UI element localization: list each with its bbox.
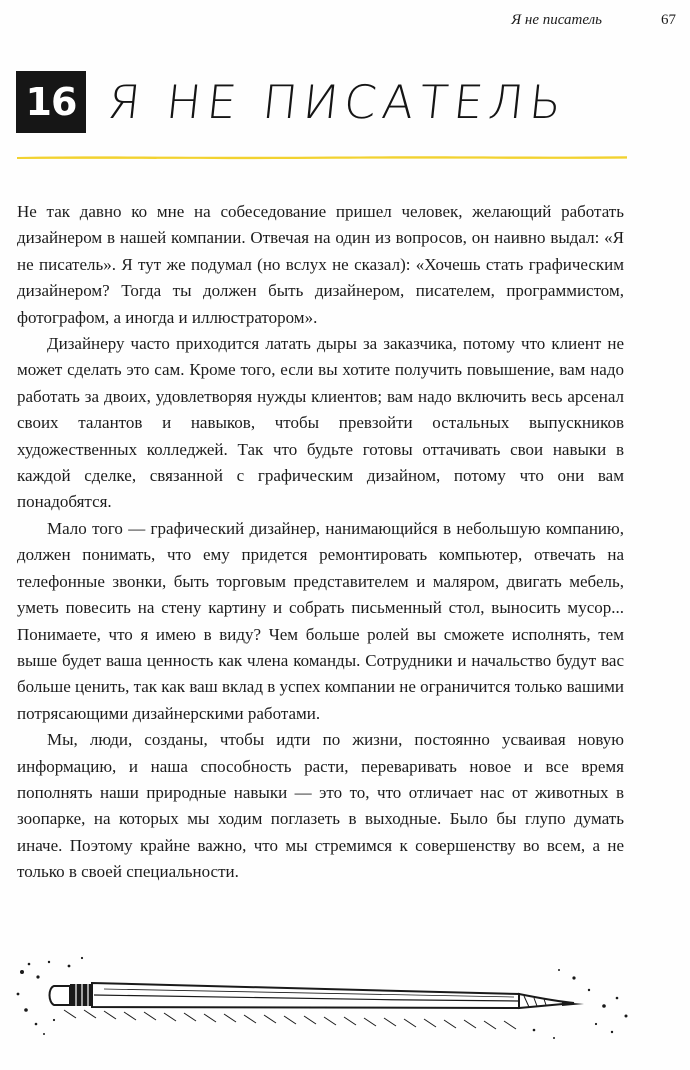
chapter-title: Я НЕ ПИСАТЕЛЬ — [105, 75, 570, 129]
page-number: 67 — [661, 12, 676, 28]
pencil-illustration — [14, 950, 634, 1045]
pencil-shadow — [64, 1010, 516, 1029]
underline-stroke — [17, 156, 627, 159]
paragraph-3: Мало того — графический дизайнер, нанимающийся в небольшую компанию, должен понимать, что ему придется ремонтировать компьютер, отвечать на телефонные звонки, быть торговым представителем и маляром, двигать мебель, уметь повесить на стену картину и собрать письменный стол, выносить мусор... Понимаете, что я имею в виду? Чем больше ролей вы сможете исполнять, тем выше будет ваша ценность как члена команды. Сотрудники и начальство будут вас больше ценить, так как ваш вклад в успех компании не ограничится только вашими потрясающими дизайнерскими работами. — [17, 518, 624, 723]
paragraph-1: Не так давно ко мне на собеседование пришел человек, желающий работать дизайнером в нашей компании. Отвечая на один из вопросов, он наивно выдал: «Я не писатель». Я тут же подумал (но вслух не сказал): «Хочешь стать графическим дизайнером? Тогда ты должен быть дизайнером, писателем, программистом, фотографом, а иногда и иллюстратором». — [17, 202, 624, 327]
body-text — [17, 199, 624, 886]
paragraph-4: Мы, люди, созданы, чтобы идти по жизни, постоянно усваивая новую информацию, и наша способность расти, переваривать новое и все время пополнять наши природные навыки — это то, что отличает нас от животных в зоопарке, на которых мы ходим поглазеть в выходные. Было бы глупо думать иначе. Поэтому крайне важно, что мы стремимся к совершенству во всем, а не только в своей специальности. — [17, 730, 624, 882]
pencil-ferrule — [70, 984, 92, 1006]
running-head — [0, 10, 690, 34]
chapter-heading — [16, 63, 636, 163]
pencil-wood — [519, 994, 574, 1008]
paragraph-2: Дизайнеру часто приходится латать дыры за заказчика, потому что клиент не может сделать это сам. Кроме того, если вы хотите получить повышение, вам надо работать за двоих, удовлетворяя нужды клиентов; вам надо включить весь арсенал своих талантов и навыков, чтобы превзойти остальных выпускников художественных колледжей. Так что будьте готовы оттачивать свои навыки в каждой сделке, связанной с графическим дизайном, потому что они вам понадобятся. — [17, 334, 624, 512]
pencil-eraser — [50, 986, 71, 1005]
chapter-number-badge: 16 — [16, 71, 86, 133]
running-title: Я не писатель — [511, 12, 602, 28]
chapter-underline — [16, 153, 628, 160]
